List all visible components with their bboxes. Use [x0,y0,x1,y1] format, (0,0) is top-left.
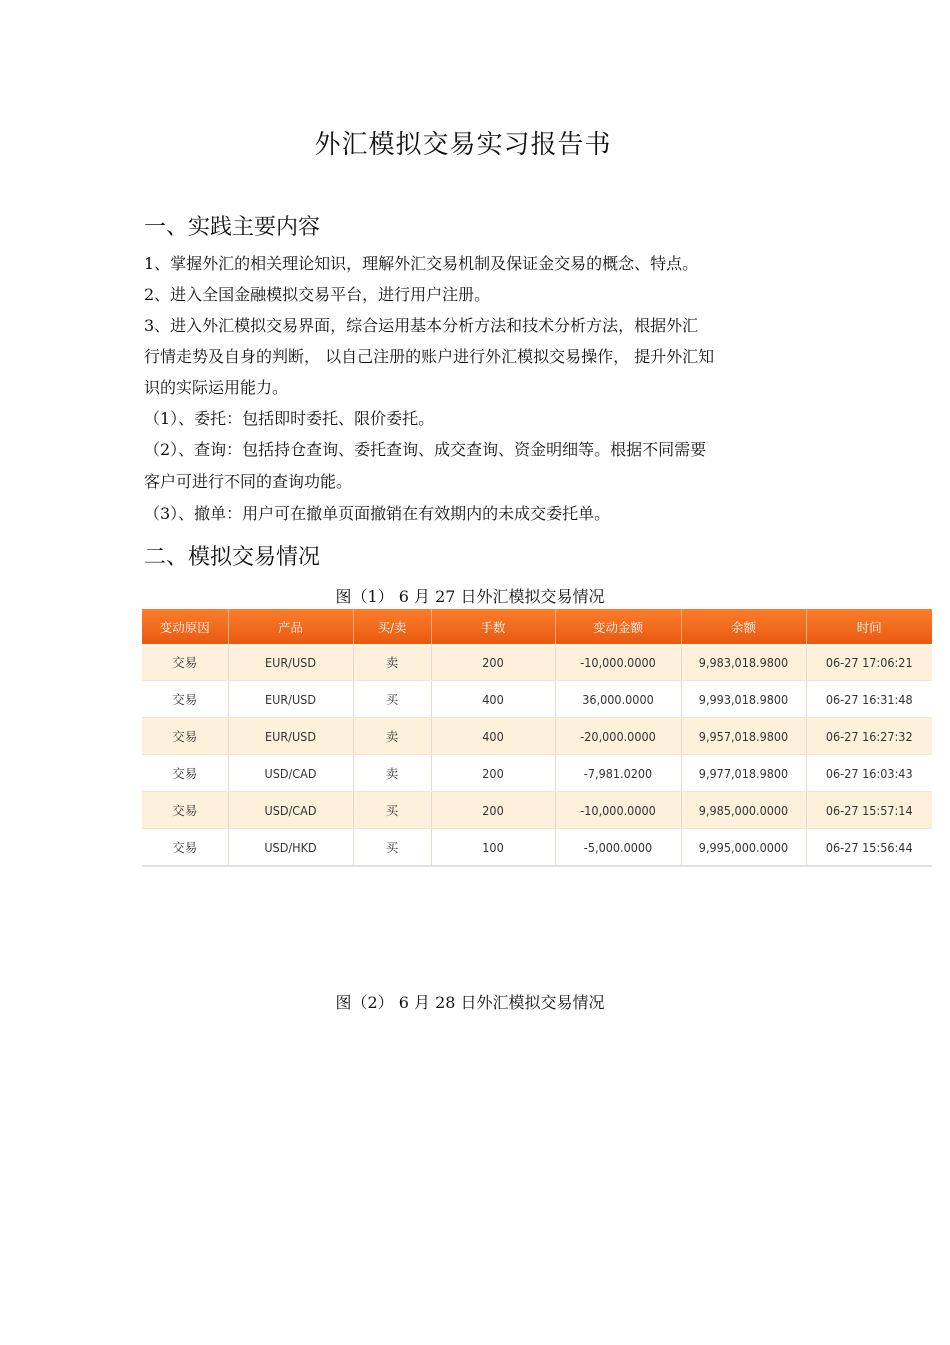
paragraph-line: 识的实际运用能力。 [144,378,289,397]
table-cell: 卖 [353,718,431,755]
column-header[interactable]: 变动金额 [555,609,681,644]
table-cell: 06-27 15:56:44 [806,829,932,867]
table-cell: -7,981.0200 [555,755,681,792]
table-cell: 交易 [142,755,228,792]
trade-table-container [142,609,932,867]
table-cell: 卖 [353,644,431,681]
column-header[interactable]: 余额 [681,609,806,644]
paragraph-line: 1、掌握外汇的相关理论知识，理解外汇交易机制及保证金交易的概念、特点。 [144,254,699,273]
table-cell: EUR/USD [228,644,353,681]
table-cell: 200 [431,755,555,792]
table-row [142,755,932,792]
table-cell: 200 [431,792,555,829]
table-cell: 9,985,000.0000 [681,792,806,829]
paragraph-line: 行情走势及自身的判断， 以自己注册的账户进行外汇模拟交易操作， 提升外汇知 [144,347,715,366]
table-cell: -10,000.0000 [555,644,681,681]
paragraph-line: 2、进入全国金融模拟交易平台，进行用户注册。 [144,285,491,304]
paragraph-line: 3、进入外汇模拟交易界面，综合运用基本分析方法和技术分析方法，根据外汇 [144,316,699,335]
table-cell: 买 [353,829,431,867]
trade-table [142,609,932,867]
table-cell: 100 [431,829,555,867]
section-1-heading: 一、实践主要内容 [144,215,321,240]
table-cell: 交易 [142,792,228,829]
table-cell: -10,000.0000 [555,792,681,829]
section-2-heading: 二、模拟交易情况 [144,545,321,570]
table-cell: 06-27 17:06:21 [806,644,932,681]
table-row [142,792,932,829]
table-cell: 9,993,018.9800 [681,681,806,718]
figure-2-caption: 图（2） 6 月 28 日外汇模拟交易情况 [335,993,605,1012]
table-header-row [142,609,932,644]
table-cell: 200 [431,644,555,681]
table-cell: 06-27 16:27:32 [806,718,932,755]
table-cell: 卖 [353,755,431,792]
table-cell: -5,000.0000 [555,829,681,867]
table-row [142,829,932,867]
table-cell: USD/CAD [228,792,353,829]
table-cell: -20,000.0000 [555,718,681,755]
table-cell: 9,995,000.0000 [681,829,806,867]
paragraph-line: （3）、撤单：用户可在撤单页面撤销在有效期内的未成交委托单。 [144,504,611,523]
table-cell: 交易 [142,829,228,867]
table-row [142,718,932,755]
table-cell: 9,983,018.9800 [681,644,806,681]
table-cell: 400 [431,718,555,755]
table-cell: EUR/USD [228,718,353,755]
table-cell: 交易 [142,644,228,681]
table-row [142,644,932,681]
paragraph-line: 客户可进行不同的查询功能。 [144,472,353,491]
table-cell: USD/CAD [228,755,353,792]
column-header[interactable]: 手数 [431,609,555,644]
paragraph-line: （2）、查询：包括持仓查询、委托查询、成交查询、资金明细等。根据不同需要 [144,440,707,459]
column-header[interactable]: 产品 [228,609,353,644]
table-cell: 买 [353,681,431,718]
table-row [142,681,932,718]
table-cell: USD/HKD [228,829,353,867]
table-cell: 9,977,018.9800 [681,755,806,792]
table-cell: 06-27 15:57:14 [806,792,932,829]
table-cell: 36,000.0000 [555,681,681,718]
column-header[interactable]: 变动原因 [142,609,228,644]
figure-1-caption: 图（1） 6 月 27 日外汇模拟交易情况 [335,587,605,606]
column-header[interactable]: 时间 [806,609,932,644]
table-cell: 9,957,018.9800 [681,718,806,755]
table-cell: 06-27 16:03:43 [806,755,932,792]
table-cell: 06-27 16:31:48 [806,681,932,718]
table-cell: 买 [353,792,431,829]
document-title: 外汇模拟交易实习报告书 [314,130,612,160]
table-cell: 交易 [142,681,228,718]
paragraph-line: （1）、委托：包括即时委托、限价委托。 [144,409,435,428]
table-cell: EUR/USD [228,681,353,718]
table-cell: 400 [431,681,555,718]
table-cell: 交易 [142,718,228,755]
column-header[interactable]: 买/卖 [353,609,431,644]
